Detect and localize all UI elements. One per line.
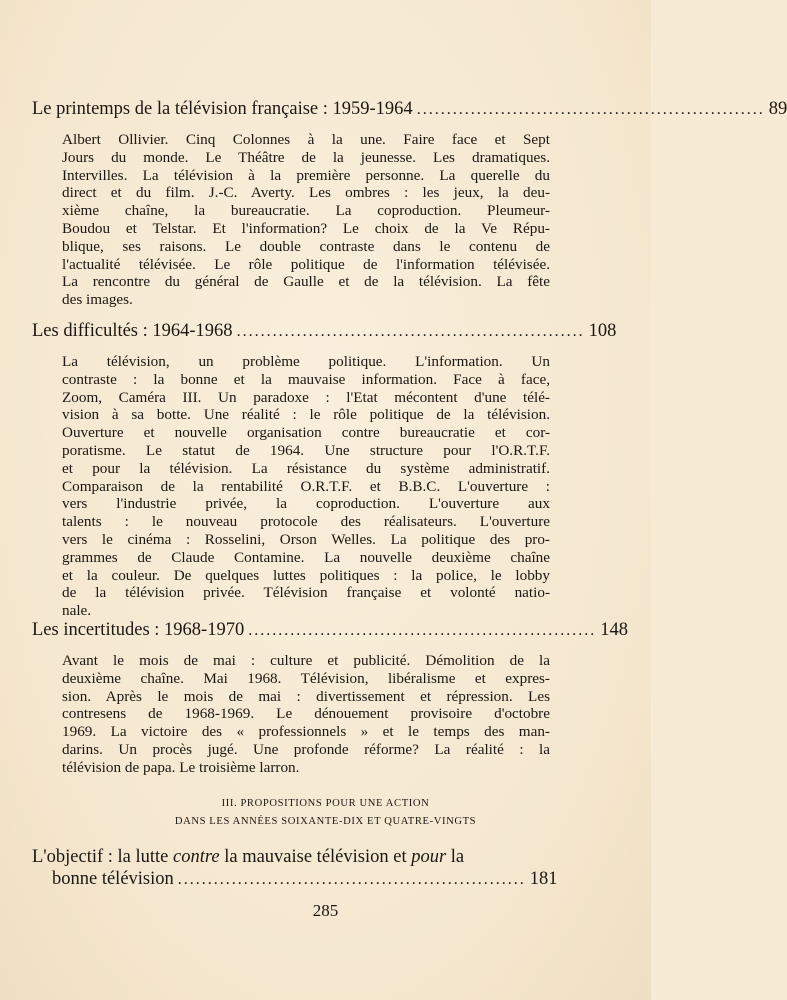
summary-line: xième chaîne, la bureaucratie. La coproduction. Pleumeur- bbox=[62, 202, 550, 220]
leader-dots: .......................................................... bbox=[416, 101, 765, 118]
summary-line: Boudou et Telstar. Et l'information? Le choix de la Ve Répu- bbox=[62, 219, 550, 237]
summary-line: Albert Ollivier. Cinq Colonnes à la une. Faire face et Sept bbox=[62, 131, 550, 148]
summary-line: Jours du monde. Le Théâtre de la jeunesse. Les dramatiques. bbox=[62, 148, 550, 166]
toc-title-emphasis: contre bbox=[173, 847, 220, 867]
summary-line: direct et du film. J.-C. Averty. Les ombres : les jeux, la deu- bbox=[62, 184, 550, 202]
leader-dots: .......................................................... bbox=[248, 622, 597, 639]
summary-line: vers l'industrie privée, la coproduction. L'ouverture aux bbox=[62, 495, 550, 513]
toc-title: Les difficultés : 1964-1968 bbox=[32, 321, 233, 341]
toc-page-number: 181 bbox=[529, 869, 558, 889]
leader-dots: .......................................................... bbox=[177, 871, 526, 888]
summary-line: Intervilles. La télévision à la première personne. La querelle du bbox=[62, 166, 550, 184]
toc-summary bbox=[62, 652, 550, 777]
part-heading-line-1: III. PROPOSITIONS POUR UNE ACTION bbox=[221, 798, 430, 809]
summary-line: Ouverture et nouvelle organisation contre bureaucratie et cor- bbox=[62, 424, 550, 442]
summary-line: nale. bbox=[62, 602, 92, 620]
toc-summary bbox=[62, 131, 550, 309]
summary-line: deuxième chaîne. Mai 1968. Télévision, libéralisme et expres- bbox=[62, 669, 550, 687]
toc-title-text: L'objectif : la lutte bbox=[32, 847, 174, 867]
toc-heading bbox=[32, 619, 628, 642]
toc-title-text: bonne télévision bbox=[52, 869, 174, 889]
toc-entry-objectif bbox=[32, 846, 558, 891]
toc-entry-difficultes bbox=[32, 320, 617, 620]
toc-heading bbox=[32, 98, 787, 121]
summary-line: et la couleur. De quelques luttes politiques : la police, le lobby bbox=[62, 566, 550, 584]
page-number: 285 bbox=[312, 901, 339, 920]
toc-entry-printemps bbox=[32, 98, 787, 309]
toc-title-text: la bbox=[446, 847, 465, 867]
toc-title-line-1 bbox=[32, 846, 554, 868]
summary-line: l'actualité télévisée. Le rôle politique de l'information télévisée. bbox=[62, 255, 550, 273]
summary-line: poratisme. Le statut de 1964. Une structure pour l'O.R.T.F. bbox=[62, 441, 550, 459]
toc-title-emphasis: pour bbox=[411, 847, 447, 867]
summary-line: Zoom, Caméra III. Un paradoxe : l'Etat mécontent d'une télé- bbox=[62, 388, 550, 406]
toc-title: Le printemps de la télévision française : 1959-1964 bbox=[32, 99, 413, 119]
part-heading-line-2: DANS LES ANNÉES SOIXANTE-DIX ET QUATRE-VINGTS bbox=[174, 816, 477, 827]
part-heading bbox=[0, 795, 651, 831]
summary-line: blique, ses raisons. Le double contraste dans le contenu de bbox=[62, 237, 550, 255]
summary-line: contresens de 1968-1969. Le dénouement provisoire d'octobre bbox=[62, 705, 550, 723]
summary-line: darins. Un procès jugé. Une profonde réforme? La réalité : la bbox=[62, 740, 550, 758]
summary-line: talents : le nouveau protocole des réalisateurs. L'ouverture bbox=[62, 513, 550, 531]
toc-entry-incertitudes bbox=[32, 619, 628, 777]
summary-line: Avant le mois de mai : culture et publicité. Démolition de la bbox=[62, 652, 550, 669]
toc-title: Les incertitudes : 1968-1970 bbox=[32, 620, 245, 640]
toc-summary bbox=[62, 353, 550, 620]
summary-line: La rencontre du général de Gaulle et de la télévision. La fête bbox=[62, 273, 550, 291]
toc-heading bbox=[32, 320, 617, 343]
summary-line: Comparaison de la rentabilité O.R.T.F. et B.B.C. L'ouverture : bbox=[62, 477, 550, 495]
summary-line: contraste : la bonne et la mauvaise information. Face à face, bbox=[62, 370, 550, 388]
toc-title-line-2 bbox=[32, 868, 558, 891]
leader-dots: .......................................................... bbox=[236, 323, 585, 340]
summary-line: des images. bbox=[62, 291, 133, 309]
summary-line: La télévision, un problème politique. L'information. Un bbox=[62, 353, 550, 370]
summary-line: vers le cinéma : Rosselini, Orson Welles. La politique des pro- bbox=[62, 530, 550, 548]
summary-line: grammes de Claude Contamine. La nouvelle deuxième chaîne bbox=[62, 548, 550, 566]
summary-line: vision à sa botte. Une réalité : le rôle politique de la télévision. bbox=[62, 406, 550, 424]
toc-title-text: la mauvaise télévision et bbox=[219, 847, 412, 867]
summary-line: sion. Après le mois de mai : divertissement et répression. Les bbox=[62, 687, 550, 705]
summary-line: 1969. La victoire des « professionnels » et le temps des man- bbox=[62, 723, 550, 741]
summary-line: et pour la télévision. La résistance du système administratif. bbox=[62, 459, 550, 477]
toc-page-number: 108 bbox=[588, 321, 617, 341]
summary-line: de la télévision privée. Télévision française et volonté natio- bbox=[62, 584, 550, 602]
toc-page-number: 148 bbox=[600, 620, 628, 640]
toc-page-number: 89 bbox=[768, 99, 787, 119]
summary-line: télévision de papa. Le troisième larron. bbox=[62, 758, 300, 776]
